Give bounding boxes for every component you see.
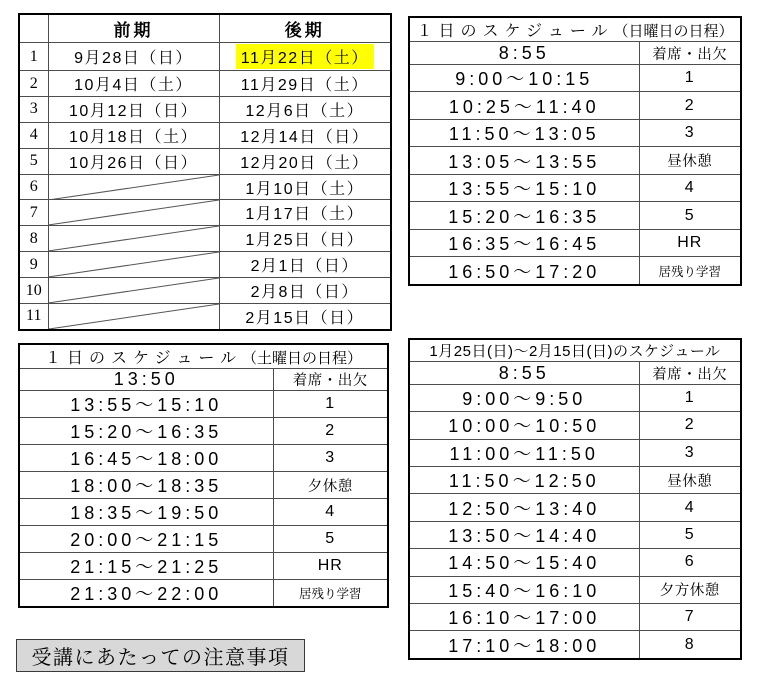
table-row — [19, 445, 388, 472]
second-term-date: 1月25日（日） — [219, 226, 391, 252]
table-row — [19, 278, 391, 304]
period-cell: 3 — [273, 445, 388, 472]
period-cell: 4 — [639, 174, 741, 202]
table-row — [409, 466, 741, 493]
no-class-cell — [48, 226, 219, 252]
no-class-cell — [48, 278, 219, 304]
no-class-cell — [48, 252, 219, 278]
first-term-date: 10月4日（土） — [48, 71, 219, 97]
time-cell: 14:50～15:40 — [409, 549, 639, 576]
table-row — [19, 14, 391, 43]
highlighted-date: 11月22日（土） — [236, 44, 374, 69]
period-cell: HR — [639, 229, 741, 257]
time-cell: 16:10～17:00 — [409, 604, 639, 631]
second-term-date: 2月15日（日） — [219, 303, 391, 330]
period-cell: 夕方休憩 — [639, 576, 741, 603]
session-number: 3 — [19, 96, 48, 122]
table-row — [19, 174, 391, 200]
period-cell: 3 — [639, 439, 741, 466]
table-row — [19, 472, 388, 499]
period-cell: 着席・出欠 — [639, 362, 741, 384]
table-row — [409, 17, 741, 42]
time-cell: 9:00～10:15 — [409, 64, 639, 92]
table-row — [409, 631, 741, 659]
first-term-date: 9月28日（日） — [48, 43, 219, 71]
time-cell: 13:55～15:10 — [409, 174, 639, 202]
table-row — [409, 521, 741, 548]
period-cell: 着席・出欠 — [273, 369, 388, 391]
table-row — [409, 384, 741, 411]
table-row — [409, 494, 741, 521]
session-number: 2 — [19, 71, 48, 97]
time-cell: 13:50 — [19, 369, 273, 391]
table-row — [19, 344, 388, 369]
time-cell: 15:20～16:35 — [19, 418, 273, 445]
second-term-date: 1月10日（土） — [219, 174, 391, 200]
table-row — [409, 147, 741, 175]
table-row — [19, 200, 391, 226]
period-cell: 夕休憩 — [273, 472, 388, 499]
session-number: 8 — [19, 226, 48, 252]
period-cell: 1 — [273, 391, 388, 418]
time-cell: 18:00～18:35 — [19, 472, 273, 499]
time-cell: 11:50～12:50 — [409, 466, 639, 493]
time-cell: 10:25～11:40 — [409, 92, 639, 120]
first-term-date: 10月12日（日） — [48, 96, 219, 122]
time-cell: 8:55 — [409, 362, 639, 384]
time-cell: 15:20～16:35 — [409, 202, 639, 230]
table-row — [19, 526, 388, 553]
period-cell: 7 — [639, 604, 741, 631]
diagonal-slash-icon — [49, 175, 219, 200]
first-term-date: 10月18日（土） — [48, 122, 219, 148]
table-row — [409, 257, 741, 285]
period-cell: 居残り学習 — [273, 580, 388, 608]
session-number: 7 — [19, 200, 48, 226]
table-row — [409, 439, 741, 466]
table-row — [19, 580, 388, 608]
diagonal-slash-icon — [49, 226, 219, 251]
period-cell: 1 — [639, 384, 741, 411]
period-cell: 5 — [639, 202, 741, 230]
second-term-header: 後期 — [219, 14, 391, 43]
diagonal-slash-icon — [49, 304, 219, 329]
second-term-date: 2月1日（日） — [219, 252, 391, 278]
time-cell: 13:55～15:10 — [19, 391, 273, 418]
title-paren-text: （日曜日の日程） — [613, 23, 734, 41]
period-cell: 4 — [639, 494, 741, 521]
session-number: 6 — [19, 174, 48, 200]
period-cell: 4 — [273, 499, 388, 526]
table-row — [19, 96, 391, 122]
table-row — [19, 553, 388, 580]
table-row — [19, 148, 391, 174]
period-cell: HR — [273, 553, 388, 580]
final-weeks-schedule-title — [409, 339, 741, 362]
table-row — [19, 369, 388, 391]
notice-banner — [16, 639, 305, 672]
session-number: 9 — [19, 252, 48, 278]
table-row — [19, 303, 391, 330]
time-cell: 16:35～16:45 — [409, 229, 639, 257]
time-cell: 16:50～17:20 — [409, 257, 639, 285]
second-term-date: 1月17日（土） — [219, 200, 391, 226]
table-row — [409, 64, 741, 92]
period-cell: 3 — [639, 119, 741, 147]
diagonal-slash-icon — [49, 200, 219, 225]
corner-cell — [19, 14, 48, 43]
second-term-date — [219, 43, 391, 71]
second-term-date: 12月14日（日） — [219, 122, 391, 148]
notice-label: 受講にあたっての注意事項 — [31, 647, 290, 669]
time-cell: 12:50～13:40 — [409, 494, 639, 521]
table-row — [409, 576, 741, 603]
no-class-cell — [48, 303, 219, 330]
period-cell: 1 — [639, 64, 741, 92]
diagonal-slash-icon — [49, 278, 219, 303]
period-cell: 昼休憩 — [639, 147, 741, 175]
table-row — [409, 549, 741, 576]
table-row — [19, 252, 391, 278]
time-cell: 13:50～14:40 — [409, 521, 639, 548]
table-row — [409, 412, 741, 439]
no-class-cell — [48, 200, 219, 226]
diagonal-slash-icon — [49, 252, 219, 277]
period-cell: 2 — [273, 418, 388, 445]
session-number: 1 — [19, 43, 48, 71]
title-text: 1月25日(日)～2月15日(日)のスケジュール — [429, 343, 721, 361]
final-weeks-schedule-table — [408, 338, 742, 660]
period-cell: 5 — [273, 526, 388, 553]
table-row — [19, 499, 388, 526]
time-cell: 21:30～22:00 — [19, 580, 273, 608]
table-row — [409, 202, 741, 230]
first-term-date: 10月26日（日） — [48, 148, 219, 174]
table-row — [409, 604, 741, 631]
period-cell: 8 — [639, 631, 741, 659]
sunday-schedule-table — [408, 16, 742, 286]
saturday-schedule-table — [18, 343, 389, 608]
table-row — [19, 43, 391, 71]
time-cell: 21:15～21:25 — [19, 553, 273, 580]
saturday-schedule-title — [19, 344, 388, 369]
table-row — [19, 122, 391, 148]
session-number: 10 — [19, 278, 48, 304]
period-cell: 5 — [639, 521, 741, 548]
time-cell: 20:00～21:15 — [19, 526, 273, 553]
period-cell: 昼休憩 — [639, 466, 741, 493]
sunday-schedule-title — [409, 17, 741, 42]
table-row — [19, 226, 391, 252]
time-cell: 8:55 — [409, 42, 639, 64]
table-row — [409, 174, 741, 202]
table-row — [409, 229, 741, 257]
session-number: 5 — [19, 148, 48, 174]
table-row — [19, 71, 391, 97]
period-cell: 居残り学習 — [639, 257, 741, 285]
session-number: 4 — [19, 122, 48, 148]
time-cell: 17:10～18:00 — [409, 631, 639, 659]
table-row — [409, 362, 741, 384]
period-cell: 2 — [639, 412, 741, 439]
time-cell: 11:50～13:05 — [409, 119, 639, 147]
second-term-date: 11月29日（土） — [219, 71, 391, 97]
period-cell: 6 — [639, 549, 741, 576]
time-cell: 15:40～16:10 — [409, 576, 639, 603]
title-paren-text: （土曜日の日程） — [242, 350, 363, 367]
table-row — [19, 418, 388, 445]
second-term-date: 12月20日（土） — [219, 148, 391, 174]
table-row — [409, 92, 741, 120]
time-cell: 9:00～9:50 — [409, 384, 639, 411]
second-term-date: 12月6日（土） — [219, 96, 391, 122]
time-cell: 10:00～10:50 — [409, 412, 639, 439]
table-row — [409, 339, 741, 362]
time-cell: 11:00～11:50 — [409, 439, 639, 466]
table-row — [409, 42, 741, 64]
period-cell: 2 — [639, 92, 741, 120]
second-term-date: 2月8日（日） — [219, 278, 391, 304]
table-row — [19, 391, 388, 418]
time-cell: 18:35～19:50 — [19, 499, 273, 526]
no-class-cell — [48, 174, 219, 200]
table-row — [409, 119, 741, 147]
time-cell: 13:05～13:55 — [409, 147, 639, 175]
term-dates-table — [18, 13, 392, 331]
period-cell: 着席・出欠 — [639, 42, 741, 64]
time-cell: 16:45～18:00 — [19, 445, 273, 472]
first-term-header: 前期 — [48, 14, 219, 43]
session-number: 11 — [19, 303, 48, 330]
title-text: １日のスケジュール — [416, 23, 614, 41]
title-text: １日のスケジュール — [44, 350, 243, 367]
